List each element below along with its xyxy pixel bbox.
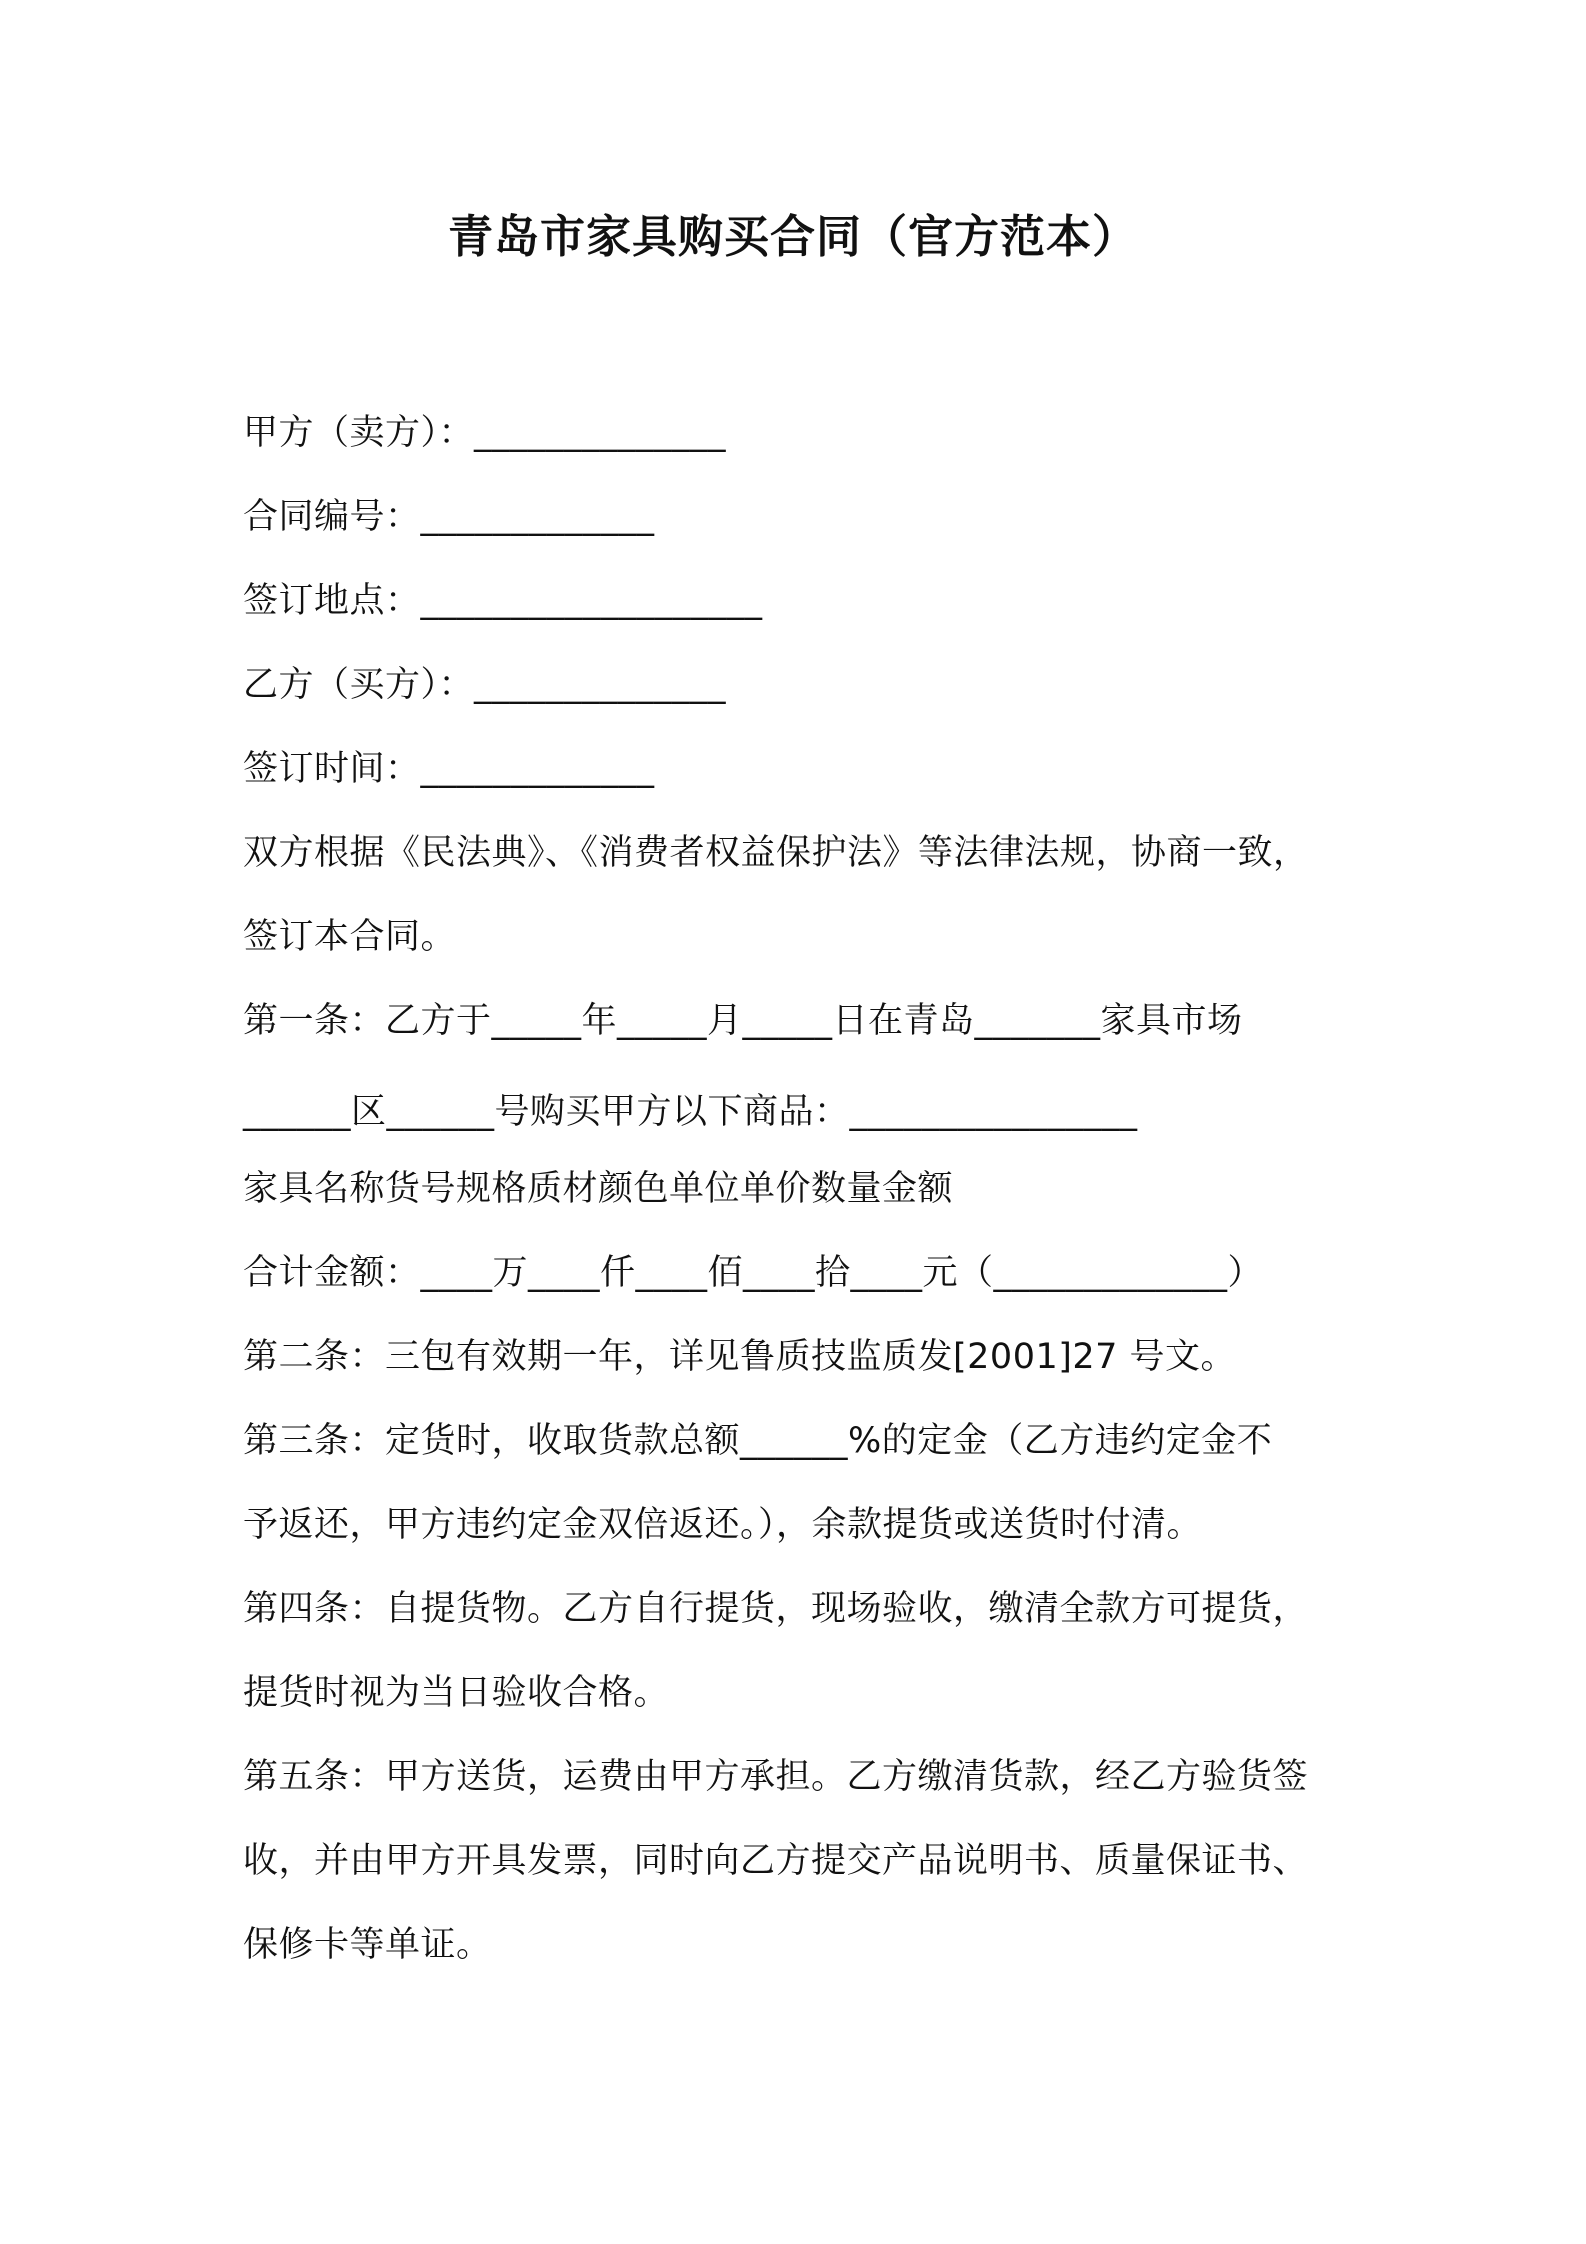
total-amount-line: 合计金额：____万____仟____佰____拾____元（_____________） [243, 1253, 1264, 1293]
signing-place-line: 签订地点：___________________ [243, 581, 763, 621]
article-1-line-1: 第一条：乙方于_____年_____月_____日在青岛_______家具市场 [243, 1001, 1243, 1041]
article-4-line-1: 第四条：自提货物。乙方自行提货，现场验收，缴清全款方可提货， [243, 1589, 1309, 1629]
contract-number-line: 合同编号：_____________ [243, 497, 655, 537]
article-4-line-2: 提货时视为当日验收合格。 [243, 1673, 670, 1713]
document-title: 青岛市家具购买合同（官方范本） [447, 210, 1138, 263]
article-5-line-2: 收，并由甲方开具发票，同时向乙方提交产品说明书、质量保证书、 [243, 1841, 1309, 1881]
preamble-line-2: 签订本合同。 [243, 917, 457, 957]
article-3-line-1: 第三条：定货时，收取货款总额______%的定金（乙方违约定金不 [243, 1421, 1273, 1461]
party-a-seller-line: 甲方（卖方）：______________ [243, 413, 727, 453]
article-1-line-2: ______区______号购买甲方以下商品：________________ [243, 1092, 1138, 1132]
article-3-line-2: 予返还，甲方违约定金双倍返还。），余款提货或送货时付清。 [243, 1505, 1203, 1545]
article-5-line-3: 保修卡等单证。 [243, 1925, 492, 1965]
signing-time-line: 签订时间：_____________ [243, 749, 655, 789]
article-5-line-1: 第五条：甲方送货，运费由甲方承担。乙方缴清货款，经乙方验货签 [243, 1757, 1309, 1797]
party-b-buyer-line: 乙方（买方）：______________ [243, 665, 727, 705]
article-2-line: 第二条：三包有效期一年，详见鲁质技监质发[2001]27 号文。 [243, 1337, 1237, 1377]
preamble-line-1: 双方根据《民法典》、《消费者权益保护法》等法律法规，协商一致， [243, 833, 1309, 873]
goods-table-header-line: 家具名称货号规格质材颜色单位单价数量金额 [243, 1169, 954, 1209]
